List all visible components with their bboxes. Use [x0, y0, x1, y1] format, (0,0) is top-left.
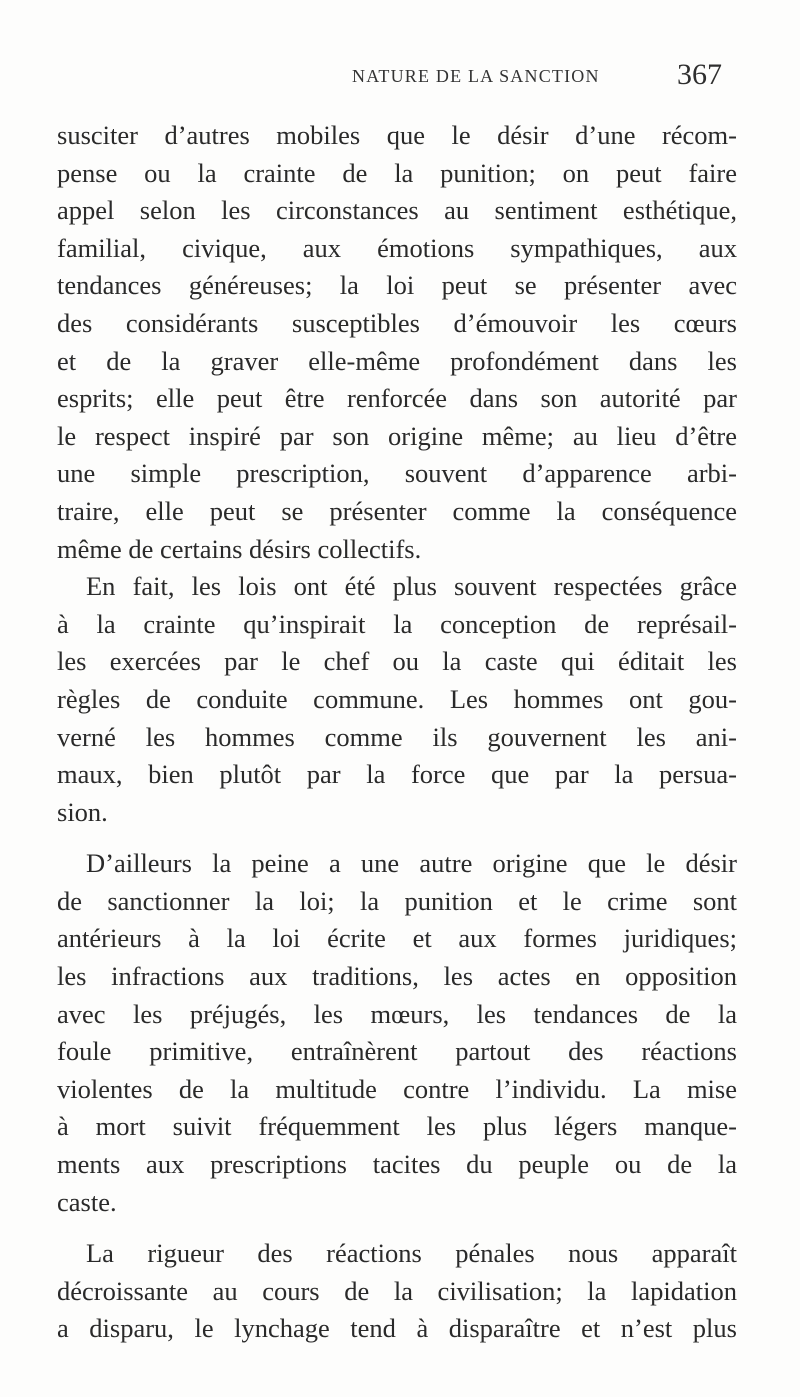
text-line: sion.	[57, 796, 108, 827]
text-line: D’ailleurs la peine a une autre origine que le désir	[86, 848, 737, 879]
text-line: à mort suivit fréquemment les plus légers manque-	[57, 1111, 737, 1142]
running-head-title: NATURE DE LA SANCTION	[352, 66, 600, 86]
text-line: esprits; elle peut être renforcée dans son autorité par	[57, 383, 737, 414]
text-line: règles de conduite commune. Les hommes ont gou-	[57, 683, 737, 714]
text-line: décroissante au cours de la civilisation; la lapidation	[57, 1275, 737, 1306]
text-line: des considérants susceptibles d’émouvoir les cœurs	[57, 307, 737, 338]
text-line: La rigueur des réactions pénales nous apparaît	[86, 1238, 737, 1269]
body-text	[57, 117, 737, 1348]
text-line: verné les hommes comme ils gouvernent les ani-	[57, 721, 737, 752]
text-line: les infractions aux traditions, les actes en opposition	[57, 961, 737, 992]
text-line: caste.	[57, 1186, 117, 1217]
text-line: une simple prescription, souvent d’apparence arbi-	[57, 458, 737, 489]
paragraph-3	[57, 845, 737, 1221]
text-line: ments aux prescriptions tacites du peuple ou de la	[57, 1149, 737, 1180]
running-head	[0, 60, 800, 100]
text-line: le respect inspiré par son origine même; au lieu d’être	[57, 420, 737, 451]
text-line: familial, civique, aux émotions sympathiques, aux	[57, 232, 737, 263]
text-line: violentes de la multitude contre l’individu. La mise	[57, 1073, 737, 1104]
text-line: appel selon les circonstances au sentiment esthétique,	[57, 195, 737, 226]
text-line: à la crainte qu’inspirait la conception de représail-	[57, 608, 737, 639]
text-line: avec les préjugés, les mœurs, les tendances de la	[57, 998, 737, 1029]
text-line: foule primitive, entraînèrent partout des réactions	[57, 1036, 737, 1067]
paragraph-spacer	[57, 1221, 737, 1235]
text-line: antérieurs à la loi écrite et aux formes juridiques;	[57, 923, 737, 954]
paragraph-spacer	[57, 831, 737, 845]
text-line: traire, elle peut se présenter comme la conséquence	[57, 495, 737, 526]
text-line: susciter d’autres mobiles que le désir d’une récom-	[57, 120, 737, 150]
text-line: les exercées par le chef ou la caste qui éditait les	[57, 646, 737, 677]
text-line: même de certains désirs collectifs.	[57, 533, 422, 564]
text-line: et de la graver elle-même profondément dans les	[57, 345, 737, 376]
text-line: tendances généreuses; la loi peut se présenter avec	[57, 270, 737, 301]
paragraph-2	[57, 568, 737, 831]
text-line: maux, bien plutôt par la force que par la persua-	[57, 759, 737, 790]
paragraph-4	[57, 1235, 737, 1348]
text-line: pense ou la crainte de la punition; on peut faire	[57, 157, 737, 188]
text-line: de sanctionner la loi; la punition et le crime sont	[57, 885, 737, 916]
page-number: 367	[677, 58, 722, 91]
text-line: a disparu, le lynchage tend à disparaître et n’est plus	[57, 1313, 737, 1344]
text-line: En fait, les lois ont été plus souvent respectées grâce	[86, 571, 737, 602]
paragraph-1	[57, 117, 737, 568]
